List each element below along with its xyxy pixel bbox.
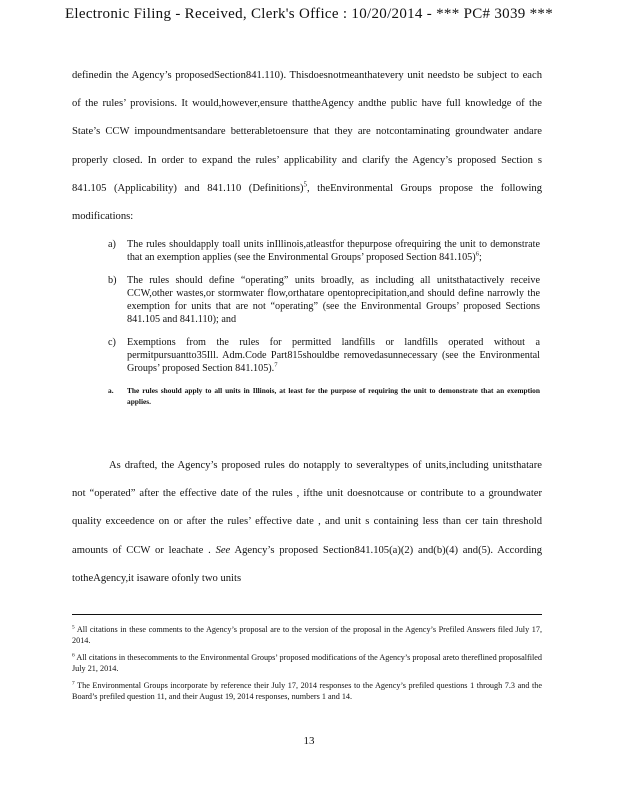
list-item-text: Exemptions from the rules for permitted landfills or landfills operated without a permitpursuantto35Ill. Adm.Code Part815shouldbe removedasunnecessary (see the Environmental Groups’ proposed Section 841.105).$^7$ [127,337,540,374]
footnote-ref-6[interactable]: 6 [475,250,479,258]
list-marker: a. [108,386,114,395]
paragraph-2 [72,452,542,593]
paragraph-2-text: As drafted, the Agency’s proposed rules do notapply to severaltypes of units,including unitsthatare not “operated” after the effective date of the rules , ifthe unit doesnotcause or contribute to a groundwater quality exceedence on or after the rules’ effective date , and unit s containing less than cer tain threshold amounts of CCW or leachate . See Agency’s proposed Section841.105(a)(2) and(b)(4) and(5). According totheAgency,it isaware ofonly two units [72,460,542,584]
paragraph-1 [72,62,542,231]
page-number: 13 [303,735,315,747]
list-marker: a) [108,239,116,250]
list-marker: c) [108,337,116,348]
see-signal: See [215,544,231,556]
footnote-7 [72,680,542,702]
list-item [108,385,540,407]
footnote-ref-5[interactable]: 5 [303,181,307,189]
filing-header: Electronic Filing - Received, Clerk's Office : 10/20/2014 - *** PC# 3039 *** [64,6,554,22]
footnote-5 [72,624,542,646]
footnote-number: 6 [72,652,75,659]
footnote-6 [72,652,542,674]
list-item-text: The rules should apply to all units in Illinois, at least for the purpose of requiring the unit to demonstrate that an exemption applies. [127,386,540,406]
footnote-number: 7 [72,680,75,687]
footnote-text: The Environmental Groups incorporate by reference their July 17, 2014 responses to the Agency’s prefiled questions 1 through 7.3 and the Board’s prefiled question 11, and their August 19, 2014 responses, numbers 1 and 14. [72,681,542,701]
footnote-text: All citations in these comments to the Agency’s proposal are to the version of the proposal in the Agency’s Prefiled Answers filed July 17, 2014. [72,625,542,645]
paragraph-1-text: definedin the Agency’s proposedSection841.110). Thisdoesnotmeanthatevery unit needsto be subject to each of the rules’ provisions. It would,however,ensure thattheAgency andthe public have full knowledge of the State’s CCW impoundmentsandare betterabletoensure that they are notcontaminating groundwater andare properly closed. In order to expand the rules’ applicability and clarify the Agency’s proposed Section s 841.105 (Applicability) and 841.110 (Definitions)$^5$, theEnvironmental Groups propose the following modifications: [72,70,542,223]
footnotes-section [72,614,542,708]
list-item [108,336,540,375]
list-item [108,274,540,326]
list-marker: b) [108,275,117,286]
footnote-number: 5 [72,624,75,631]
list-item [108,238,540,264]
list-item-text: The rules shouldapply toall units inIllinois,atleastfor thepurpose ofrequiring the unit to demonstrate that an exemption applies (see the Environmental Groups’ proposed Section 841.105)$^6$; [127,239,540,263]
footnote-text: All citations in thesecomments to the Environmental Groups’ proposed modifications of the Agency’s proposal areto thereflined proposalfiled July 21, 2014. [72,653,542,673]
footnote-ref-7[interactable]: 7 [274,361,278,369]
modifications-list [108,238,540,417]
list-item-text: The rules should define “operating” units broadly, as including all unitsthatactively receive CCW,other wastes,or stormwater flow,orthatare opentoprecipitation,and should define narrowly the exemption for units that are not “operating” (see the Environmental Groups’ proposed Sections 841.105 and 841.110); and [127,275,540,325]
